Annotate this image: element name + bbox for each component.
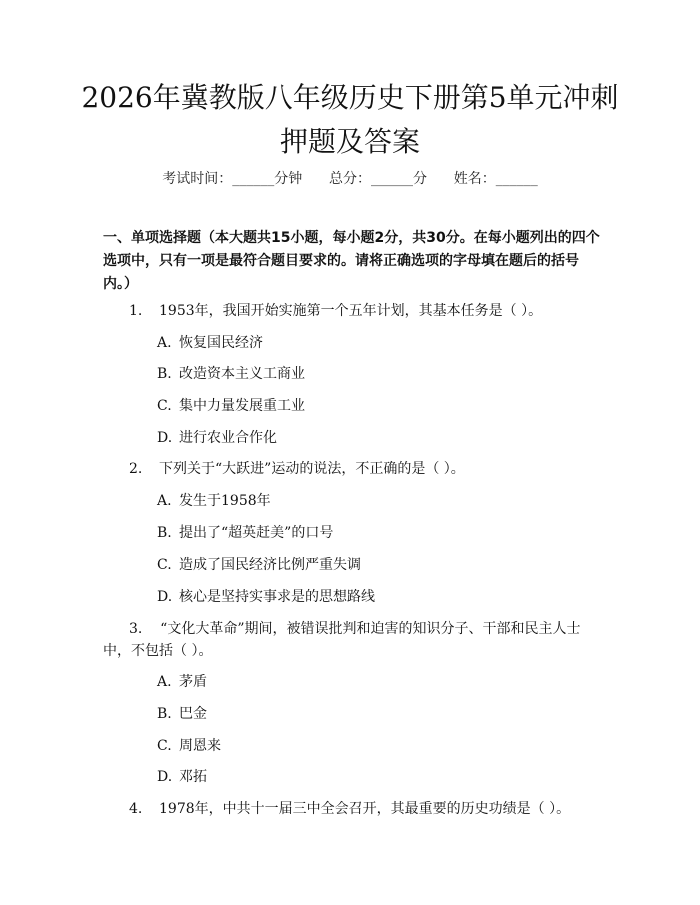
- option-letter: C.: [157, 557, 172, 573]
- option-letter: C.: [157, 738, 172, 754]
- option-b: [157, 523, 333, 543]
- option-letter: D.: [157, 769, 173, 785]
- option-a: [157, 491, 271, 511]
- option-c: [157, 736, 221, 756]
- option-letter: B.: [157, 366, 172, 382]
- option-text: 核心是坚持实事求是的思想路线: [179, 589, 375, 605]
- question-number: 3.: [129, 621, 143, 637]
- option-d: [157, 428, 277, 448]
- option-letter: C.: [157, 398, 172, 414]
- option-letter: A.: [157, 674, 172, 690]
- option-text: 发生于1958年: [179, 493, 271, 509]
- title-line-2: 押题及答案: [279, 125, 420, 158]
- question-stem: 1953年，我国开始实施第一个五年计划，其基本任务是（ ）。: [159, 303, 543, 319]
- option-c: [157, 396, 305, 416]
- page-title: [0, 76, 700, 164]
- title-line-1: 2026年冀教版八年级历史下册第5单元冲刺: [81, 81, 619, 114]
- option-a: [157, 333, 263, 353]
- option-text: 提出了“超英赶美”的口号: [179, 525, 334, 541]
- option-letter: D.: [157, 430, 173, 446]
- option-b: [157, 704, 207, 724]
- question-stem: 1978年，中共十一届三中全会召开，其最重要的历史功绩是（ ）。: [159, 801, 571, 817]
- section-heading: 一、单项选择题（本大题共15小题，每小题2分，共30分。在每小题列出的四个选项中，只有一项是最符合题目要求的。请将正确选项的字母填在题后的括号内。）: [103, 230, 600, 292]
- option-d: [157, 767, 207, 787]
- option-letter: D.: [157, 589, 173, 605]
- option-b: [157, 364, 305, 384]
- question-number: 1.: [129, 303, 143, 319]
- option-letter: A.: [157, 335, 172, 351]
- option-text: 造成了国民经济比例严重失调: [179, 557, 361, 573]
- question-number: 2.: [129, 461, 143, 477]
- question-3: [103, 618, 608, 662]
- question-number: 4.: [129, 801, 143, 817]
- option-text: 改造资本主义工商业: [179, 366, 305, 382]
- option-letter: B.: [157, 525, 172, 541]
- option-text: 巴金: [179, 706, 207, 722]
- exam-info-line: 考试时间：______分钟 总分：______分 姓名：______: [162, 171, 538, 187]
- option-text: 进行农业合作化: [179, 430, 277, 446]
- option-text: 邓拓: [179, 769, 207, 785]
- option-letter: B.: [157, 706, 172, 722]
- question-stem: “文化大革命”期间，被错误批判和迫害的知识分子、干部和民主人士中，不包括（ ）。: [103, 621, 581, 659]
- option-text: 茅盾: [179, 674, 207, 690]
- option-text: 恢复国民经济: [179, 335, 263, 351]
- option-c: [157, 555, 361, 575]
- option-text: 周恩来: [179, 738, 221, 754]
- question-stem: 下列关于“大跃进”运动的说法，不正确的是（ ）。: [159, 461, 465, 477]
- option-text: 集中力量发展重工业: [179, 398, 305, 414]
- option-a: [157, 672, 207, 692]
- option-d: [157, 587, 375, 607]
- option-letter: A.: [157, 493, 172, 509]
